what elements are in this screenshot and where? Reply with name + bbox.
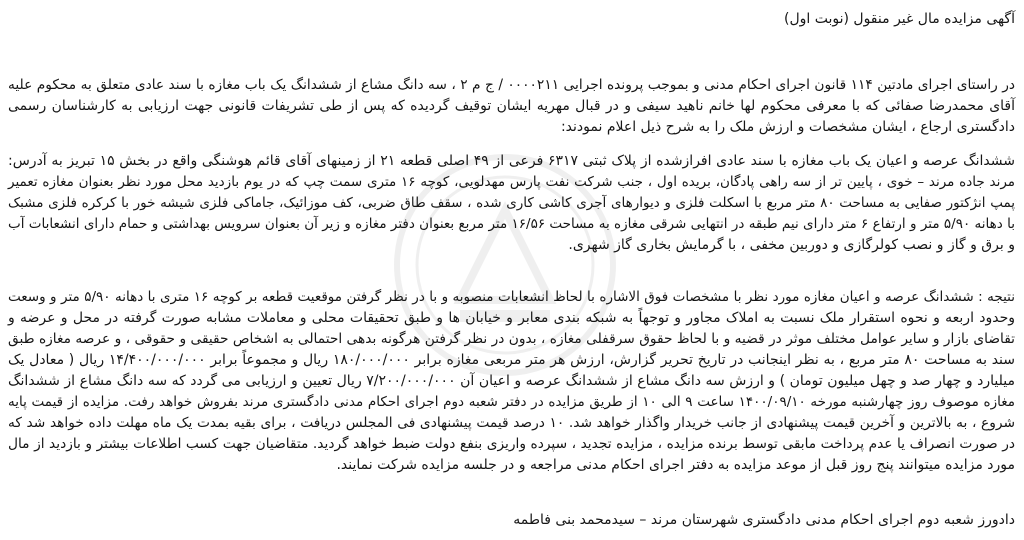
intro-paragraph-line: دادگستری ارجاع ، ایشان مشخصات و ارزش ملک را به شرح ذیل اعلام نمودند:: [560, 119, 1015, 135]
intro-paragraph-line: در راستای اجرای مادتین ۱۱۴ قانون اجرای احکام مدنی و بموجب پرونده اجرایی ۰۰۰۰۲۱۱ / ج م ۲ ، سه دانگ مشاع از ششدانگ یک باب مغازه با سند عادی متعلق به محکوم علیه: [8, 77, 1015, 93]
intro-paragraph-line: آقای محمدرضا صفائی که با معرفی محکوم لها خانم ناهید سیفی و در قبال مهریه ایشان توقیف گردیده که پس از طی تشریفات قانونی جهت ارزیابی به کارشناسان رسمی: [8, 98, 1015, 114]
valuation-result-line: وحدود اربعه و نحوه استقرار ملک نسبت به املاک مجاور و توجهاً به شبکه بندی معابر و خیابان ها و طبق تحقیقات محلی و معاملات مشابه صورت گرفته در محل و عرضه و: [8, 310, 1015, 326]
valuation-result-line: تقاضای بازار و سایر عوامل مختلف موثر در قضیه و با لحاظ حقوق سرقفلی مغازه ، بدون در نظر گرفتن هرگونه بدهی احتمالی به اشخاص حقیقی و حقوقی ، و عرصه مغازه طبق: [8, 331, 1015, 347]
valuation-result-line: نتیجه : ششدانگ عرصه و اعیان مغازه مورد نظر با مشخصات فوق الاشاره با لحاظ انشعابات منصوبه و با در نظر گرفتن موقعیت قطعه بر کوچه ۱۶ متری با دهانه ۵/۹۰ متر و وسعت: [8, 289, 1016, 305]
valuation-result-line: سند به مساحت ۸۰ متر مربع ، به نظر اینجانب در تاریخ تحریر گزارش، ارزش هر متر مربعی مغازه برابر ۱۸۰/۰۰۰/۰۰۰ ریال و مجموعاً برابر ۱۴/۴۰۰/۰۰۰/۰۰۰ ریال ( معادل یک: [8, 352, 1015, 368]
property-description-line: با دهانه ۵/۹۰ متر و ارتفاع ۶ متر دارای نیم طبقه در انتهایی شرقی مغازه به مساحت ۱۶/۵۶ متر مربع بعنوان دفتر مغازه و زیر آن بعنوان سرویس بهداشتی و حمام دارای انشعابات آب: [8, 216, 1015, 232]
valuation-result-line: در صورت انصراف یا عدم پرداخت مابقی توسط برنده مزایده ، مزایده تجدید ، سپرده واریزی بنفع دولت ضبط خواهد گردید. متقاضیان جهت کسب اطلاعات بیشتر و بازدید از مال: [8, 436, 1015, 452]
notice-content: [8, 9, 1015, 531]
valuation-result-line: مغازه موصوف روز چهارشنبه مورخه ۱۴۰۰/۰۹/۱۰ ساعت ۹ الی ۱۰ از طریق مزایده در دفتر شعبه دوم اجرای احکام مدنی دادگستری مرند بفروش خواهد رفت. مزایده از قیمت پایه: [8, 394, 1016, 410]
intro-paragraph: [8, 75, 1015, 138]
property-description-line: مرند جاده مرند – خوی ، پایین تر از سه راهی پادگان، بریده اول ، جنب شرکت نفت پارس مهدلویی، کوچه ۱۶ متری سمت چپ که در یوم بازدید محل مورد نظر بعنوان مغازه تعمیر: [8, 174, 1016, 190]
valuation-result-line: میلیارد و چهار صد و چهل میلیون تومان ) و ارزش سه دانگ مشاع از ششدانگ عرصه و اعیان آن ۷/۲۰۰/۰۰۰/۰۰۰ ریال تعیین و ارزیابی می گردد که سه دانگ مشاع از ششدانگ: [8, 373, 1016, 389]
property-description-line: و برق و گاز و نصب کولرگازی و دوربین مخفی ، با گرمایش بخاری گاز شهری.: [568, 237, 1015, 253]
valuation-result-line: شروع ، به بالاترین و آخرین قیمت پیشنهادی از جانب خریدار واگذار خواهد شد. ۱۰ درصد قیمت پیشنهادی فی المجلس دریافت ، برای بقیه بمدت یک ماه مهلت داده خواهد شد که: [8, 415, 1015, 431]
valuation-result-paragraph: [8, 287, 1015, 476]
property-description-line: پمپ انژکتور صفایی به مساحت ۸۰ متر مربع با اسکلت فلزی و دیوارهای آجری کاشی کاری شده ، سقف طاق ضربی، کف موزائیک، جاماکی فلزی شیشه خور با کرکره فلزی مشبک: [8, 195, 1016, 211]
property-description-line: ششدانگ عرصه و اعیان یک باب مغازه با سند عادی افرازشده از پلاک ثبتی ۶۳۱۷ فرعی از ۴۹ اصلی قطعه ۲۱ از زمینهای آقای قائم هوشنگی واقع در بخش ۱۵ تبریز به آدرس:: [8, 153, 1015, 169]
property-description-paragraph: [8, 151, 1015, 256]
valuation-result-line: مورد مزایده میتوانند پنج روز قبل از موعد مزایده به دفتر اجرای احکام مدنی مراجعه و در جلسه مزایده شرکت نمایند.: [336, 457, 1015, 473]
notice-title: آگهی مزایده مال غیر منقول (نوبت اول): [783, 11, 1015, 27]
signature-line: دادورز شعبه دوم اجرای احکام مدنی دادگستری شهرستان مرند – سیدمحمد بنی فاطمه: [513, 512, 1015, 528]
